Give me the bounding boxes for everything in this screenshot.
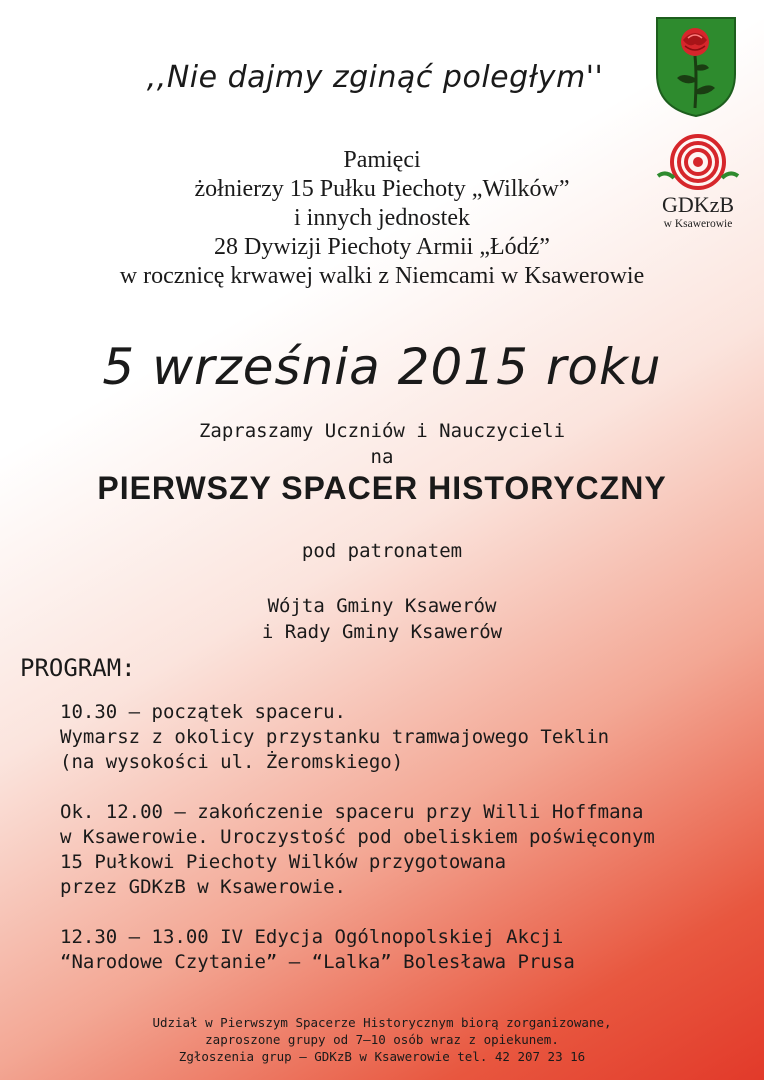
patronage-label: pod patronatem	[301, 540, 463, 562]
memorial-line: w rocznicę krwawej walki z Niemcami w Ksawerowie	[119, 263, 645, 289]
footer-note	[0, 1014, 764, 1065]
rose-coat-of-arms-icon	[655, 16, 737, 118]
program-item	[60, 700, 750, 775]
memorial-line: 28 Dywizji Piechoty Armii „Łódź”	[214, 234, 550, 260]
footer-line: Zgłoszenia grup – GDKzB w Ksawerowie tel. 42 207 23 16	[178, 1049, 586, 1064]
program-line: Ok. 12.00 – zakończenie spaceru przy Willi Hoffmana	[60, 801, 644, 823]
program-line: 15 Pułkowi Piechoty Wilków przygotowana	[60, 851, 507, 873]
invitation-line: Zapraszamy Uczniów i Nauczycieli	[198, 420, 566, 442]
patron-line: i Rady Gminy Ksawerów	[261, 621, 503, 643]
patrons	[0, 593, 764, 645]
program-line: “Narodowe Czytanie” – “Lalka” Bolesława Prusa	[60, 951, 575, 973]
program-heading: PROGRAM:	[20, 654, 136, 682]
program-item	[60, 925, 750, 975]
invitation	[0, 418, 764, 470]
program-line: 10.30 – początek spaceru.	[60, 701, 346, 723]
logo-subtitle: w Ksawerowie	[663, 218, 733, 230]
program-item	[60, 800, 750, 900]
footer-line: zaproszone grupy od 7–10 osób wraz z opiekunem.	[205, 1032, 559, 1047]
program-line: Wymarsz z okolicy przystanku tramwajowego Teklin	[60, 726, 610, 748]
walk-title: PIERWSZY SPACER HISTORYCZNY	[97, 470, 667, 506]
memorial-text	[0, 146, 764, 291]
patron-line: Wójta Gminy Ksawerów	[267, 595, 497, 617]
memorial-line: i innych jednostek	[294, 205, 470, 231]
program-line: 12.30 – 13.00 IV Edycja Ogólnopolskiej Akcji	[60, 926, 564, 948]
event-date: 5 września 2015 roku	[102, 338, 662, 396]
program-line: przez GDKzB w Ksawerowie.	[60, 876, 346, 898]
footer-line: Udział w Pierwszym Spacerze Historycznym biorą zorganizowane,	[152, 1015, 612, 1030]
program-line: (na wysokości ul. Żeromskiego)	[60, 751, 404, 773]
memorial-line: żołnierzy 15 Pułku Piechoty „Wilków”	[194, 176, 570, 202]
program-line: w Ksawerowie. Uroczystość pod obeliskiem poświęconym	[60, 826, 655, 848]
invitation-line: na	[370, 446, 394, 468]
motto: ,,Nie dajmy zginąć poległym''	[146, 60, 604, 95]
memorial-line: Pamięci	[343, 147, 421, 173]
logo-name: GDKzB	[661, 192, 735, 217]
program-list	[60, 700, 750, 1000]
